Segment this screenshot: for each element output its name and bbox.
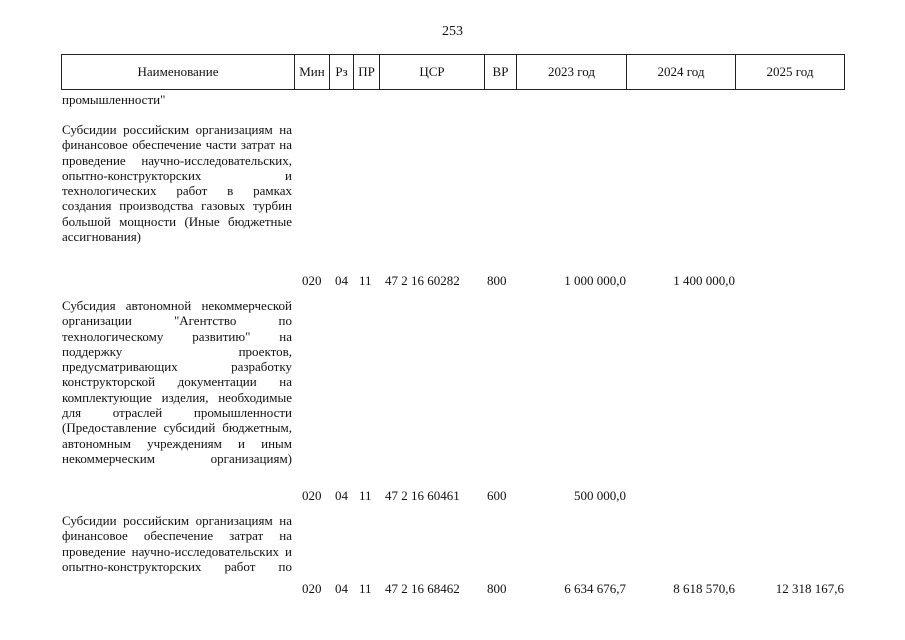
header-pr: ПР <box>354 55 380 89</box>
header-2023: 2023 год <box>517 55 627 89</box>
row-csr: 47 2 16 60282 <box>385 273 460 288</box>
row-min: 020 <box>302 273 322 288</box>
row-rz: 04 <box>335 488 348 503</box>
row-2023: 1 000 000,0 <box>564 273 626 288</box>
row-2025: 12 318 167,6 <box>775 581 844 596</box>
row-pr: 11 <box>359 273 372 288</box>
row-csr: 47 2 16 60461 <box>385 488 460 503</box>
row-pr: 11 <box>359 581 372 596</box>
row-2023: 6 634 676,7 <box>564 581 626 596</box>
row-min: 020 <box>302 488 322 503</box>
row-2023: 500 000,0 <box>574 488 626 503</box>
row-vr: 600 <box>487 488 507 503</box>
row-pr: 11 <box>359 488 372 503</box>
header-2025: 2025 год <box>766 64 814 79</box>
header-2024: 2024 год <box>627 55 736 89</box>
table-header <box>61 54 845 90</box>
row-2024: 1 400 000,0 <box>673 273 735 288</box>
row-name: Субсидии российским организациям на финансовое обеспечение части затрат на проведение научно-исследовательских, опытно-конструкторских и технологических работ в рамках создания производства газовых турбин большой мощности (Иные бюджетные ассигнования) <box>62 122 292 245</box>
page-number: 253 <box>442 24 463 39</box>
row-2024: 8 618 570,6 <box>673 581 735 596</box>
row-rz: 04 <box>335 581 348 596</box>
header-csr: ЦСР <box>380 55 485 89</box>
row-vr: 800 <box>487 273 507 288</box>
header-rz: Рз <box>330 55 354 89</box>
row-name: Субсидии российским организациям на финансовое обеспечение затрат на проведение научно-исследовательских и опытно-конструкторских работ по <box>62 513 292 574</box>
header-min: Мин <box>295 55 330 89</box>
row-name: Субсидия автономной некоммерческой организации "Агентство по технологическому развитию" на поддержку проектов, предусматривающих разработку конструкторской документации на комплектующие изделия, необходимые для отраслей промышленности (Предоставление субсидий бюджетным, автономным учреждениям и иным некоммерческим организациям) <box>62 298 292 466</box>
header-name: Наименование <box>62 55 295 89</box>
row-csr: 47 2 16 68462 <box>385 581 460 596</box>
row-min: 020 <box>302 581 322 596</box>
row-rz: 04 <box>335 273 348 288</box>
header-vr: ВР <box>485 55 517 89</box>
continuation-text: промышленности" <box>62 92 166 107</box>
row-vr: 800 <box>487 581 507 596</box>
